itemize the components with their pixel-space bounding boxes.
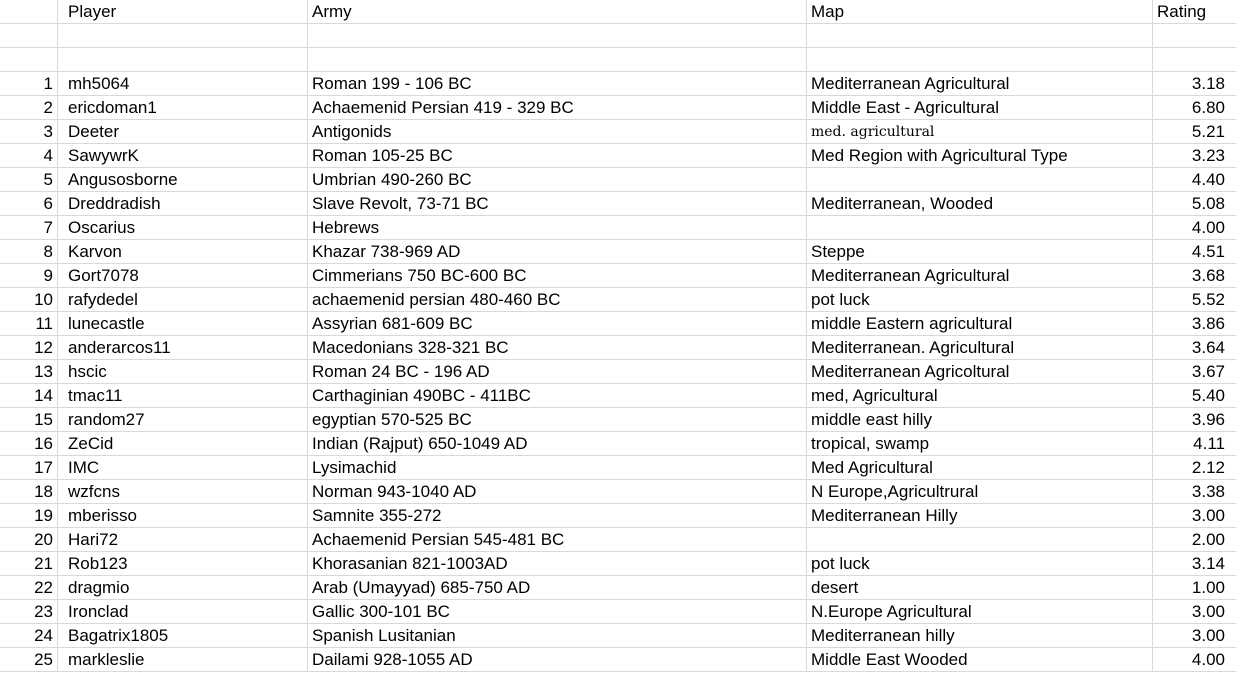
row-number-cell[interactable]: 24	[0, 624, 58, 647]
army-cell[interactable]: Roman 199 - 106 BC	[308, 72, 807, 95]
table-row	[0, 456, 1236, 480]
table-row	[0, 264, 1236, 288]
rating-cell[interactable]: 3.00	[1191, 626, 1225, 645]
table-row	[0, 240, 1236, 264]
map-cell[interactable]: N.Europe Agricultural	[807, 600, 1153, 623]
table-row	[0, 336, 1236, 360]
row-number-cell[interactable]: 4	[0, 144, 58, 167]
map-cell[interactable]: middle east hilly	[807, 408, 1153, 431]
row-number-cell[interactable]: 8	[0, 240, 58, 263]
map-cell[interactable]: tropical, swamp	[807, 432, 1153, 455]
army-cell[interactable]: Hebrews	[308, 216, 807, 239]
player-cell[interactable]: SawywrK	[58, 144, 308, 167]
army-cell[interactable]: Carthaginian 490BC - 411BC	[308, 384, 807, 407]
army-cell[interactable]: Khazar 738-969 AD	[308, 240, 807, 263]
table-row	[0, 624, 1236, 648]
player-cell[interactable]: mh5064	[58, 72, 308, 95]
table-cell[interactable]	[308, 48, 807, 71]
map-cell[interactable]: middle Eastern agricultural	[807, 312, 1153, 335]
player-cell[interactable]: ericdoman1	[58, 96, 308, 119]
table-row	[0, 432, 1236, 456]
row-number-cell[interactable]: 22	[0, 576, 58, 599]
table-row	[0, 384, 1236, 408]
rating-cell[interactable]: 5.21	[1191, 122, 1225, 141]
player-cell[interactable]: Deeter	[58, 120, 308, 143]
map-cell[interactable]: Middle East Wooded	[807, 648, 1153, 671]
army-cell[interactable]: Lysimachid	[308, 456, 807, 479]
army-cell[interactable]: Spanish Lusitanian	[308, 624, 807, 647]
rating-cell[interactable]: 3.67	[1191, 362, 1225, 381]
table-cell[interactable]	[807, 24, 1153, 47]
map-cell[interactable]: pot luck	[807, 552, 1153, 575]
row-number-cell[interactable]: 13	[0, 360, 58, 383]
army-cell[interactable]: Roman 105-25 BC	[308, 144, 807, 167]
map-cell[interactable]: med. agricultural	[807, 120, 1153, 143]
player-cell[interactable]: mberisso	[58, 504, 308, 527]
table-cell[interactable]	[308, 24, 807, 47]
player-cell[interactable]: tmac11	[58, 384, 308, 407]
map-cell[interactable]: Mediterranean, Wooded	[807, 192, 1153, 215]
table-cell[interactable]	[1153, 48, 1228, 71]
rating-cell[interactable]: 3.00	[1191, 506, 1225, 525]
rating-cell[interactable]: 4.51	[1191, 242, 1225, 261]
table-row	[0, 480, 1236, 504]
blank-row	[0, 48, 1236, 72]
table-row	[0, 552, 1236, 576]
player-cell[interactable]: Bagatrix1805	[58, 624, 308, 647]
rating-cell[interactable]: 3.64	[1191, 338, 1225, 357]
rating-cell[interactable]: 3.68	[1191, 266, 1225, 285]
row-number-cell[interactable]: 15	[0, 408, 58, 431]
table-cell[interactable]	[0, 24, 58, 47]
map-cell[interactable]: Mediterranean Agricoltural	[807, 360, 1153, 383]
map-cell[interactable]: Middle East - Agricultural	[807, 96, 1153, 119]
row-number-cell[interactable]: 10	[0, 288, 58, 311]
army-cell[interactable]: achaemenid persian 480-460 BC	[308, 288, 807, 311]
table-row	[0, 504, 1236, 528]
table-cell[interactable]	[0, 48, 58, 71]
rating-cell[interactable]: 2.12	[1191, 458, 1225, 477]
map-cell[interactable]	[807, 528, 1153, 551]
army-cell[interactable]: Khorasanian 821-1003AD	[308, 552, 807, 575]
row-number-cell[interactable]: 25	[0, 648, 58, 671]
table-row	[0, 96, 1236, 120]
row-number-header[interactable]	[0, 0, 58, 23]
army-cell[interactable]: Assyrian 681-609 BC	[308, 312, 807, 335]
player-cell[interactable]: markleslie	[58, 648, 308, 671]
row-number-cell[interactable]: 20	[0, 528, 58, 551]
row-number-cell[interactable]: 2	[0, 96, 58, 119]
player-cell[interactable]: Angusosborne	[58, 168, 308, 191]
table-cell[interactable]	[807, 48, 1153, 71]
army-cell[interactable]: Macedonians 328-321 BC	[308, 336, 807, 359]
player-cell[interactable]: rafydedel	[58, 288, 308, 311]
table-row	[0, 528, 1236, 552]
player-cell[interactable]: dragmio	[58, 576, 308, 599]
map-cell[interactable]: desert	[807, 576, 1153, 599]
table-row	[0, 288, 1236, 312]
army-cell[interactable]: Indian (Rajput) 650-1049 AD	[308, 432, 807, 455]
map-cell[interactable]: Mediterranean Agricultural	[807, 264, 1153, 287]
rating-cell[interactable]: 1.00	[1191, 578, 1225, 597]
row-number-cell[interactable]: 21	[0, 552, 58, 575]
army-cell[interactable]: Cimmerians 750 BC-600 BC	[308, 264, 807, 287]
row-number-cell[interactable]: 14	[0, 384, 58, 407]
army-cell[interactable]: Gallic 300-101 BC	[308, 600, 807, 623]
player-cell[interactable]: wzfcns	[58, 480, 308, 503]
table-row	[0, 192, 1236, 216]
map-cell[interactable]: med, Agricultural	[807, 384, 1153, 407]
table-row	[0, 168, 1236, 192]
player-cell[interactable]: ZeCid	[58, 432, 308, 455]
map-cell[interactable]: Mediterranean Agricultural	[807, 72, 1153, 95]
army-cell[interactable]: Dailami 928-1055 AD	[308, 648, 807, 671]
table-row	[0, 312, 1236, 336]
column-header-army[interactable]: Army	[308, 0, 807, 23]
army-cell[interactable]: egyptian 570-525 BC	[308, 408, 807, 431]
army-cell[interactable]: Slave Revolt, 73-71 BC	[308, 192, 807, 215]
header-row	[0, 0, 1236, 24]
rating-cell[interactable]: 4.40	[1191, 170, 1225, 189]
map-cell[interactable]: Med Region with Agricultural Type	[807, 144, 1153, 167]
rating-cell[interactable]: 3.14	[1191, 554, 1225, 573]
row-number-cell[interactable]: 23	[0, 600, 58, 623]
table-row	[0, 216, 1236, 240]
player-cell[interactable]: Hari72	[58, 528, 308, 551]
row-number-cell[interactable]: 12	[0, 336, 58, 359]
row-number-cell[interactable]: 3	[0, 120, 58, 143]
rating-cell[interactable]: 5.52	[1191, 290, 1225, 309]
row-number-cell[interactable]: 17	[0, 456, 58, 479]
army-cell[interactable]: Antigonids	[308, 120, 807, 143]
player-cell[interactable]: Ironclad	[58, 600, 308, 623]
army-cell[interactable]: Achaemenid Persian 419 - 329 BC	[308, 96, 807, 119]
map-cell[interactable]	[807, 216, 1153, 239]
table-row	[0, 360, 1236, 384]
table-row	[0, 600, 1236, 624]
map-cell[interactable]: Mediterranean Hilly	[807, 504, 1153, 527]
army-cell[interactable]: Arab (Umayyad) 685-750 AD	[308, 576, 807, 599]
table-cell[interactable]	[1153, 24, 1228, 47]
rating-cell[interactable]: 4.11	[1193, 434, 1225, 453]
player-cell[interactable]: Karvon	[58, 240, 308, 263]
player-cell[interactable]: Gort7078	[58, 264, 308, 287]
row-number-cell[interactable]: 19	[0, 504, 58, 527]
row-number-cell[interactable]: 5	[0, 168, 58, 191]
map-cell[interactable]: Mediterranean. Agricultural	[807, 336, 1153, 359]
player-cell[interactable]: Rob123	[58, 552, 308, 575]
rating-cell[interactable]: 6.80	[1191, 98, 1225, 117]
column-header-player[interactable]: Player	[58, 0, 308, 23]
row-number-cell[interactable]: 6	[0, 192, 58, 215]
map-cell[interactable]	[807, 168, 1153, 191]
table-row	[0, 408, 1236, 432]
column-header-rating[interactable]: Rating	[1157, 2, 1207, 21]
table-body	[0, 72, 1236, 672]
map-cell[interactable]: Med Agricultural	[807, 456, 1153, 479]
player-cell[interactable]: hscic	[58, 360, 308, 383]
row-number-cell[interactable]: 16	[0, 432, 58, 455]
row-number-cell[interactable]: 11	[0, 312, 58, 335]
map-cell[interactable]: pot luck	[807, 288, 1153, 311]
blank-row	[0, 24, 1236, 48]
map-cell[interactable]: Mediterranean hilly	[807, 624, 1153, 647]
player-cell[interactable]: Oscarius	[58, 216, 308, 239]
player-cell[interactable]: anderarcos11	[58, 336, 308, 359]
table-row	[0, 144, 1236, 168]
rating-cell[interactable]: 3.00	[1191, 602, 1225, 621]
rating-cell[interactable]: 3.23	[1191, 146, 1225, 165]
army-cell[interactable]: Norman 943-1040 AD	[308, 480, 807, 503]
rating-cell[interactable]: 5.08	[1191, 194, 1225, 213]
rating-cell[interactable]: 2.00	[1191, 530, 1225, 549]
army-cell[interactable]: Achaemenid Persian 545-481 BC	[308, 528, 807, 551]
rating-cell[interactable]: 4.00	[1191, 218, 1225, 237]
table-row	[0, 72, 1236, 96]
table-cell[interactable]	[58, 24, 308, 47]
row-number-cell[interactable]: 18	[0, 480, 58, 503]
player-cell[interactable]: lunecastle	[58, 312, 308, 335]
row-number-cell[interactable]: 7	[0, 216, 58, 239]
rating-cell[interactable]: 4.00	[1191, 650, 1225, 669]
table-row	[0, 576, 1236, 600]
map-cell[interactable]: Steppe	[807, 240, 1153, 263]
table-cell[interactable]	[58, 48, 308, 71]
table-row	[0, 648, 1236, 672]
rating-cell[interactable]: 3.86	[1191, 314, 1225, 333]
rating-cell[interactable]: 3.18	[1191, 74, 1225, 93]
player-cell[interactable]: IMC	[58, 456, 308, 479]
row-number-cell[interactable]: 1	[0, 72, 58, 95]
rating-cell[interactable]: 3.96	[1191, 410, 1225, 429]
player-cell[interactable]: Dreddradish	[58, 192, 308, 215]
table-row	[0, 120, 1236, 144]
column-header-map[interactable]: Map	[807, 0, 1153, 23]
player-cell[interactable]: random27	[58, 408, 308, 431]
row-number-cell[interactable]: 9	[0, 264, 58, 287]
army-cell[interactable]: Roman 24 BC - 196 AD	[308, 360, 807, 383]
rating-cell[interactable]: 5.40	[1191, 386, 1225, 405]
map-cell[interactable]: N Europe,Agricultrural	[807, 480, 1153, 503]
army-cell[interactable]: Umbrian 490-260 BC	[308, 168, 807, 191]
rating-cell[interactable]: 3.38	[1191, 482, 1225, 501]
army-cell[interactable]: Samnite 355-272	[308, 504, 807, 527]
